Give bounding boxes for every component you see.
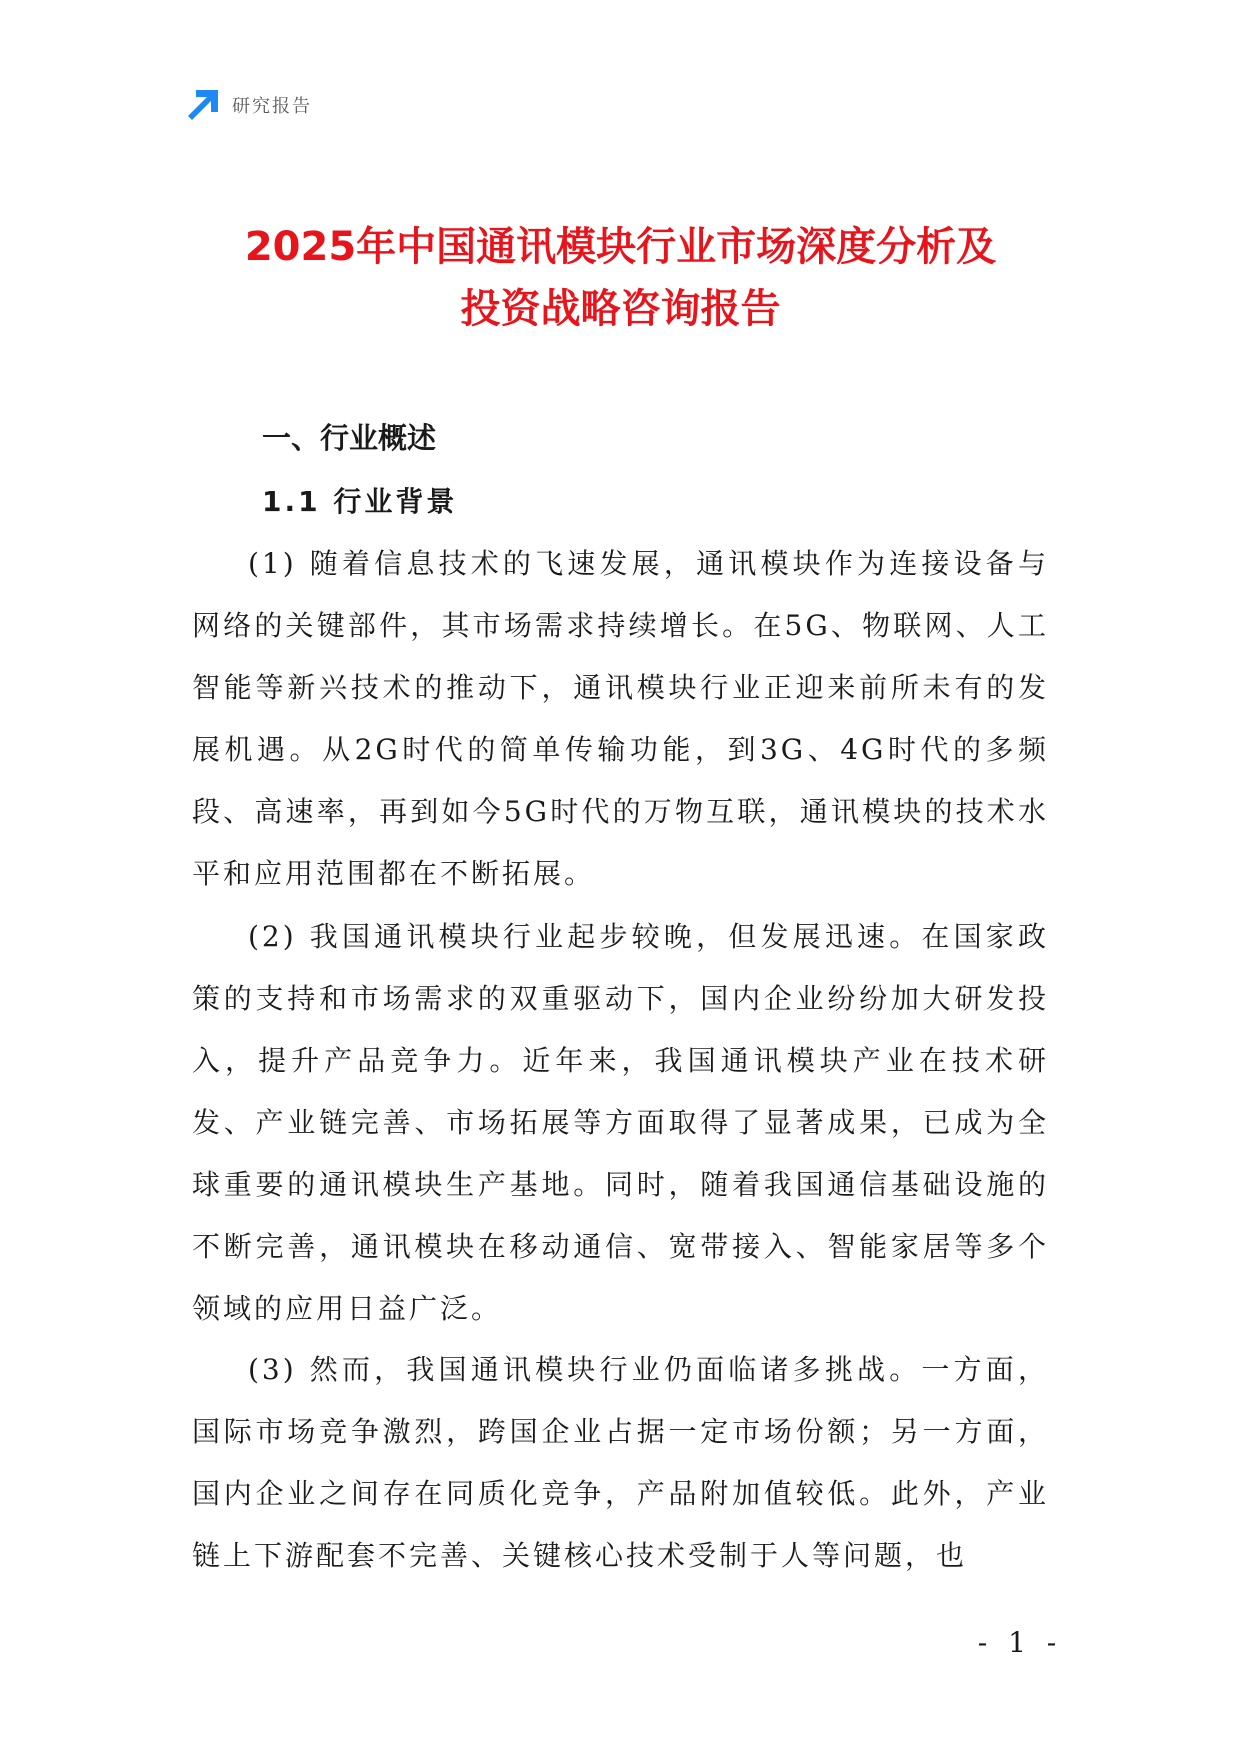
title-line-2: 投资战略咨询报告 xyxy=(460,286,781,332)
paragraph-2: (2) 我国通讯模块行业起步较晚，但发展迅速。在国家政策的支持和市场需求的双重驱动下，国内企业纷纷加大研发投入，提升产品竞争力。近年来，我国通讯模块产业在技术研发、产业链完善、市场拓展等方面取得了显著成果，已成为全球重要的通讯模块生产基地。同时，随着我国通信基础设施的不断完善，通讯模块在移动通信、宽带接入、智能家居等多个领域的应用日益广泛。 xyxy=(192,920,1049,1325)
page-title xyxy=(130,216,1111,340)
document-header xyxy=(188,90,312,120)
paragraph-1: (1) 随着信息技术的飞速发展，通讯模块作为连接设备与网络的关键部件，其市场需求持续增长。在5G、物联网、人工智能等新兴技术的推动下，通讯模块行业正迎来前所未有的发展机遇。从2G时代的简单传输功能，到3G、4G时代的多频段、高速率，再到如今5G时代的万物互联，通讯模块的技术水平和应用范围都在不断拓展。 xyxy=(192,547,1049,890)
paragraph-3: (3) 然而，我国通讯模块行业仍面临诸多挑战。一方面，国际市场竞争激烈，跨国企业占据一定市场份额；另一方面，国内企业之间存在同质化竞争，产品附加值较低。此外，产业链上下游配套不完善、关键核心技术受制于人等问题，也 xyxy=(192,1353,1049,1572)
subsection-heading: 1.1 行业背景 xyxy=(262,485,458,518)
page-number: - 1 - xyxy=(977,1626,1063,1659)
header-label: 研究报告 xyxy=(232,96,312,117)
title-line-1: 2025年中国通讯模块行业市场深度分析及 xyxy=(244,224,997,270)
section-heading: 一、行业概述 xyxy=(262,421,437,455)
arrow-up-right-icon xyxy=(188,90,218,120)
